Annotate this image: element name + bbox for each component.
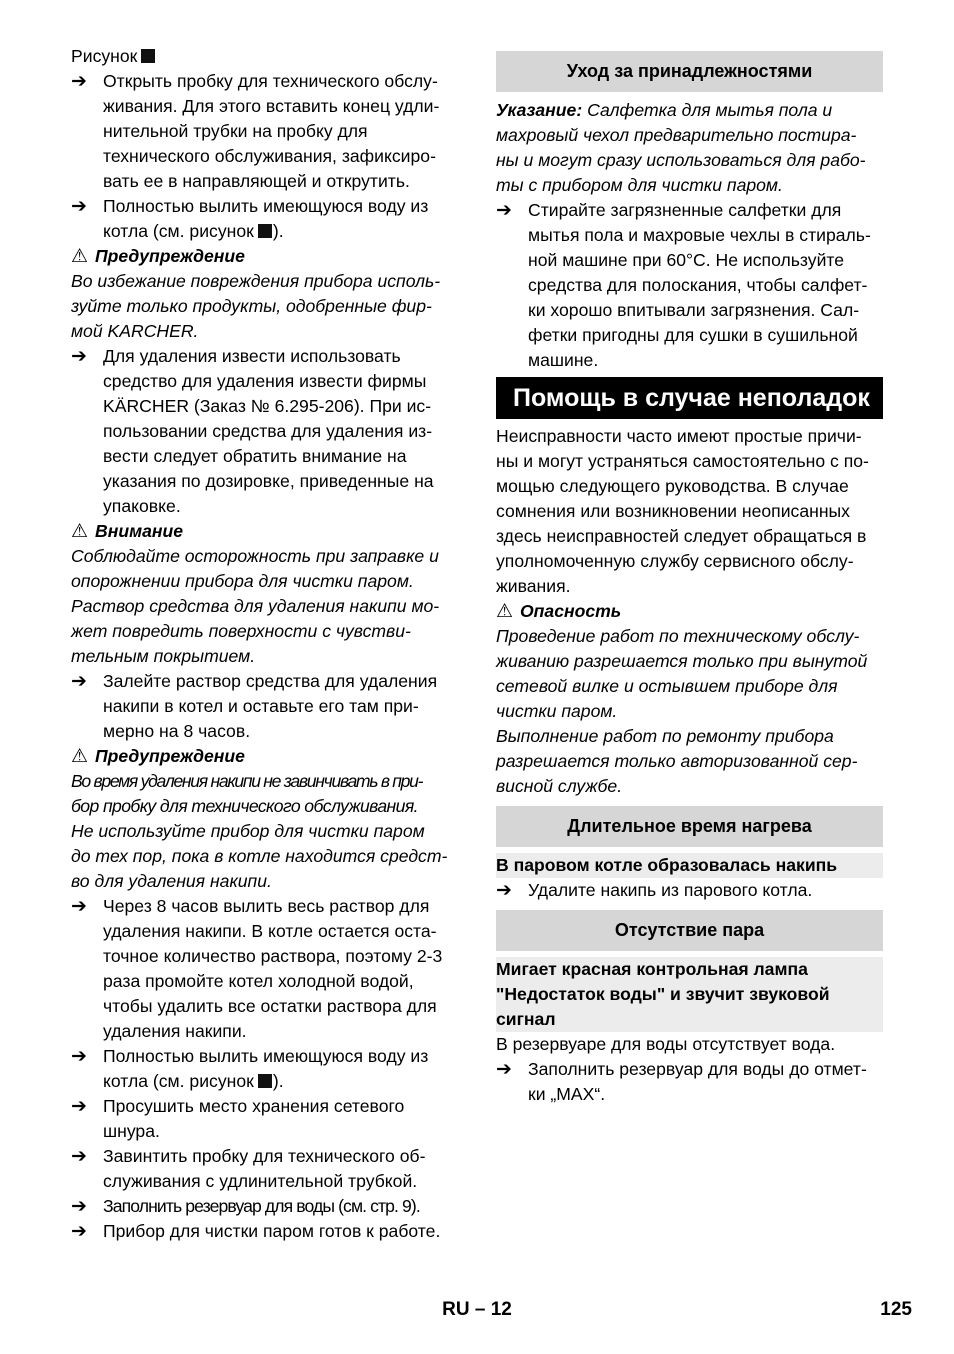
arrow-right-icon: ➔	[71, 1146, 87, 1167]
danger-heading: ⚠ Опасность	[496, 601, 622, 622]
warning-heading: ⚠ Предупреждение	[71, 246, 245, 267]
section-heading-heating-time: Длительное время нагрева	[496, 806, 883, 847]
list-item: ➔ Для удаления извести использовать средство для удаления извести фирмы KÄRCHER (Заказ № 6.295-206). При ис- пользовании средства для удаления из- вести следует обратить внимание на указания по дозировке, приведенные на упаковке.	[71, 344, 459, 519]
list-item	[71, 69, 459, 194]
warning-text: Во время удаления накипи не завинчивать в при- бор пробку для технического обслуживания. Не используйте прибор для чистки паром до тех пор, пока в котле находится средст- во для удаления накипи.	[71, 771, 448, 891]
list-item: ➔ Удалите накипь из парового котла.	[496, 880, 813, 901]
list-item: ➔ Заполнить резервуар для воды (см. стр. 9).	[71, 1196, 420, 1217]
text-line: нительной трубки на пробку для	[103, 121, 368, 141]
attention-text: Соблюдайте осторожность при заправке и опорожнении прибора для чистки паром. Раствор средства для удаления накипи мо- жет повредить поверхности с чувстви- тельным покрытием.	[71, 546, 440, 666]
text-line: Полностью вылить имеющуюся воду из	[103, 196, 429, 216]
arrow-right-icon: ➔	[496, 880, 512, 901]
text-line: технического обслуживания, зафиксиро-	[103, 146, 436, 166]
page-language-label: RU – 12	[442, 1299, 512, 1320]
arrow-right-icon: ➔	[71, 671, 87, 692]
text-line: котла (см. рисунок ).	[103, 221, 284, 241]
text-line: Открыть пробку для технического обслу-	[103, 71, 438, 91]
note-label: Указание:	[496, 100, 583, 120]
figure-label: Рисунок	[71, 46, 138, 66]
figure-marker-icon	[141, 49, 155, 63]
text-line: вать ее в направляющей и открутить.	[103, 171, 410, 191]
arrow-right-icon: ➔	[71, 71, 87, 92]
figure-marker-icon	[258, 1074, 272, 1088]
section-heading-accessories: Уход за принадлежностями	[496, 51, 883, 92]
list-item: ➔ Через 8 часов вылить весь раствор для удаления накипи. В котле остается оста- точное количество раствора, поэтому 2-3 раза промойте котел холодной водой, чтобы удалить все остатки раствора для удаления накипи.	[71, 894, 459, 1044]
arrow-right-icon: ➔	[496, 1059, 512, 1080]
attention-heading: ⚠ Внимание	[71, 521, 184, 542]
figure-marker-icon	[258, 224, 272, 238]
list-item: ➔ Стирайте загрязненные салфетки для мытья пола и махровые чехлы в стираль- ной машине при 60°C. Не используйте средства для полоскания, чтобы салфет- ки хорошо впитывали загрязнения. Сал- фетки пригодны для сушки в сушильной машине.	[496, 198, 883, 373]
page-number: 125	[880, 1299, 912, 1320]
right-column	[496, 51, 883, 1107]
list-item: ➔ Завинтить пробку для технического об- служивания с удлинительной трубкой.	[71, 1144, 459, 1194]
arrow-right-icon: ➔	[71, 1196, 87, 1217]
warning-triangle-icon: ⚠	[71, 521, 89, 542]
intro-text: Неисправности часто имеют простые причи- ны и могут устраняться самостоятельно с по- мощью следующего руководства. В случае сомнения или возникновении неописанных здесь неисправностей следует обращаться в уполномоченную службу сервисного обслу- живания.	[496, 426, 869, 596]
danger-text: Проведение работ по техническому обслу- живанию разрешается только при вынутой сетевой вилке и остывшем приборе для чистки паром. Выполнение работ по ремонту прибора разрешается только авторизованной сер- висной службе.	[496, 626, 868, 796]
list-item: ➔ Просушить место хранения сетевого шнура.	[71, 1094, 459, 1144]
arrow-right-icon: ➔	[71, 346, 87, 367]
list-item: ➔ Прибор для чистки паром готов к работе.	[71, 1221, 441, 1242]
list-item: ➔ Залейте раствор средства для удаления накипи в котел и оставьте его там при- мерно на 8 часов.	[71, 669, 459, 744]
warning-heading: ⚠ Предупреждение	[71, 746, 245, 767]
problem-subheading: Мигает красная контрольная лампа "Недостаток воды" и звучит звуковой сигнал	[496, 957, 883, 1032]
note-text: Указание: Салфетка для мытья пола и махровый чехол предварительно постира- ны и могут сразу использоваться для рабо- ты с прибором для чистки паром.	[496, 100, 866, 195]
figure-reference	[71, 44, 459, 69]
arrow-right-icon: ➔	[496, 200, 512, 221]
left-column	[71, 44, 459, 1244]
warning-triangle-icon: ⚠	[71, 746, 89, 767]
arrow-right-icon: ➔	[71, 896, 87, 917]
list-item: ➔ Полностью вылить имеющуюся воду из котла (см. рисунок ).	[71, 1044, 459, 1094]
list-item	[71, 194, 459, 244]
warning-triangle-icon: ⚠	[496, 601, 514, 622]
problem-subheading: В паровом котле образовалась накипь	[496, 853, 883, 878]
warning-triangle-icon: ⚠	[71, 246, 89, 267]
arrow-right-icon: ➔	[71, 196, 87, 217]
section-heading-no-steam: Отсутствие пара	[496, 910, 883, 951]
arrow-right-icon: ➔	[71, 1046, 87, 1067]
warning-text: Во избежание повреждения прибора исполь- зуйте только продукты, одобренные фир- мой KARCHER.	[71, 271, 441, 341]
list-item: ➔ Заполнить резервуар для воды до отмет- ки „MAX“.	[496, 1057, 883, 1107]
text-line: живания. Для этого вставить конец удли-	[103, 96, 440, 116]
arrow-right-icon: ➔	[71, 1221, 87, 1242]
main-section-heading: Помощь в случае неполадок	[496, 377, 883, 419]
cause-text: В резервуаре для воды отсутствует вода.	[496, 1034, 836, 1054]
arrow-right-icon: ➔	[71, 1096, 87, 1117]
